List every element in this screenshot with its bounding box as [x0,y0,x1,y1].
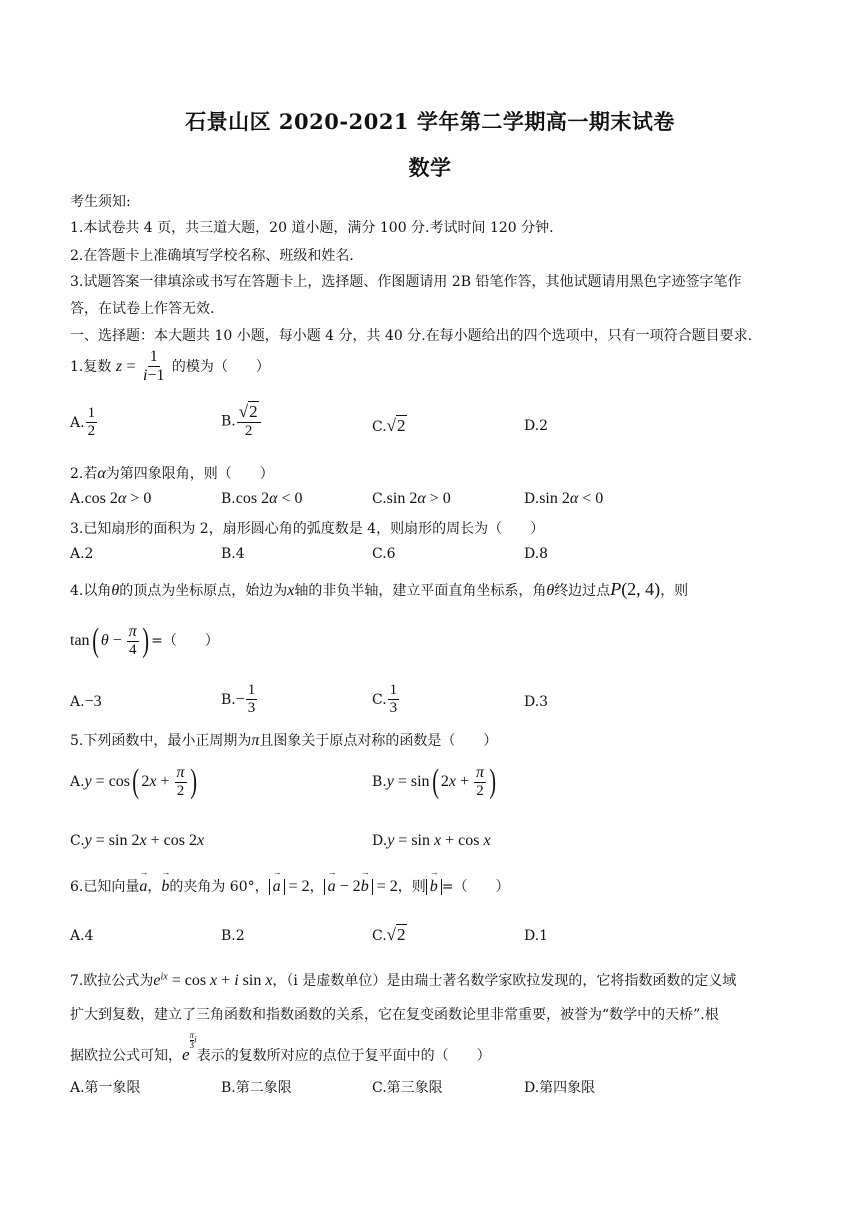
q3-option-b: B.4 [221,546,245,562]
question-7-line1: 7.欧拉公式为$e^{ix} = \cos x + i$ sin x，（i 是虚数单位）是由瑞士著名数学家欧拉发现的，它将指数函数的定义域 [70,971,737,989]
q7-option-a: A.第一象限 [70,1080,141,1096]
q3-option-a: A.2 [70,546,94,562]
notice-item-3-line1: 3.试题答案一律填涂或书写在答题卡上，选择题、作图题请用 2B 铅笔作答，其他试题请用黑色字迹签字笔作 [70,274,742,290]
q2-option-a: A.cos 2α > 0 [70,490,152,507]
question-1: 1.复数 z = $\frac{1}{i-1}$ 的模为（ ） [70,348,270,385]
question-6: 6.已知向量→ a，→ b的夹角为 60°，→ a = 2，→ a − 2→ b = 2，则→ b =（ ） [70,876,509,896]
q7-option-d: D.第四象限 [524,1080,596,1096]
q5-option-c: C.y = sin 2x + cos 2x [70,832,205,849]
q1-option-a: A. $\frac{1}{2}$ [70,405,96,440]
q2-option-b: B.cos 2α < 0 [221,490,303,507]
notice-item-2: 2.在答题卡上准确填写学校名称、班级和姓名. [70,248,354,264]
question-5: 5.下列函数中，最小正周期为π且图象关于原点对称的函数是（ ） [70,732,498,749]
q1-pre: 1.复数 [70,358,112,375]
q4-expression: tan( θ − $\frac{\pi}{4}$ ) =（ ） [70,622,219,659]
q7-option-c: C.第三象限 [372,1080,443,1096]
question-2: 2.若α为第四象限角，则（ ） [70,465,274,482]
q6-option-a: A.4 [70,928,94,944]
notice-heading: 考生须知: [70,194,131,210]
q4-option-b: B.− $\frac{1}{3}$ [221,682,256,717]
section-1-heading: 一、选择题：本大题共 10 小题，每小题 4 分，共 40 分.在每小题给出的四个选项中，只有一项符合题目要求. [70,328,753,344]
q1-post: 的模为（ ） [171,358,270,375]
question-7-line3: 据欧拉公式可知，e $\frac{\pi}{3}$ i表示的复数所对应的点位于复平面中的（ ） [70,1030,491,1064]
q7-option-b: B.第二象限 [221,1080,292,1096]
q2-option-d: D.sin 2α < 0 [524,490,604,507]
q4-option-c: C. $\frac{1}{3}$ [372,682,398,717]
q4-option-a: A.−3 [70,693,102,710]
exam-subject: 数学 [408,155,452,180]
q6-option-c: C.√2 [372,925,406,944]
q4-option-d: D.3 [524,694,549,710]
q5-option-d: D.y = sin x + cos x [372,832,491,849]
q1-option-b: B. $\frac{√2}{2}$ [221,402,262,441]
notice-item-1: 1.本试卷共 4 页，共三道大题，20 道小题，满分 100 分.考试时间 120 分钟. [70,220,554,236]
q1-option-c: C.√2 [372,416,406,435]
question-4: 4.以角θ的顶点为坐标原点，始边为x轴的非负半轴，建立平面直角坐标系，角θ终边过点P(2, 4)，则 [70,579,689,599]
q2-option-c: C.sin 2α > 0 [372,490,451,507]
question-3: 3.已知扇形的面积为 2，扇形圆心角的弧度数是 4，则扇形的周长为（ ） [70,521,545,537]
question-7-line2: 扩大到复数，建立了三角函数和指数函数的关系，它在复变函数论里非常重要，被誉为“数学中的天桥”.根 [70,1007,719,1023]
q3-option-c: C.6 [372,546,396,562]
notice-item-3-line2: 答，在试卷上作答无效. [70,301,215,317]
q3-option-d: D.8 [524,546,549,562]
q1-option-d: D.2 [524,418,549,434]
q6-option-b: B.2 [221,928,245,944]
q5-option-b: B.y = sin( 2x + $\frac{\pi}{2}$ ) [372,763,497,800]
exam-title: 石景山区 2020-2021 学年第二学期高一期末试卷 [185,109,675,134]
q6-option-d: D.1 [524,928,549,944]
q5-option-a: A.y = cos( 2x + $\frac{\pi}{2}$ ) [70,763,197,800]
